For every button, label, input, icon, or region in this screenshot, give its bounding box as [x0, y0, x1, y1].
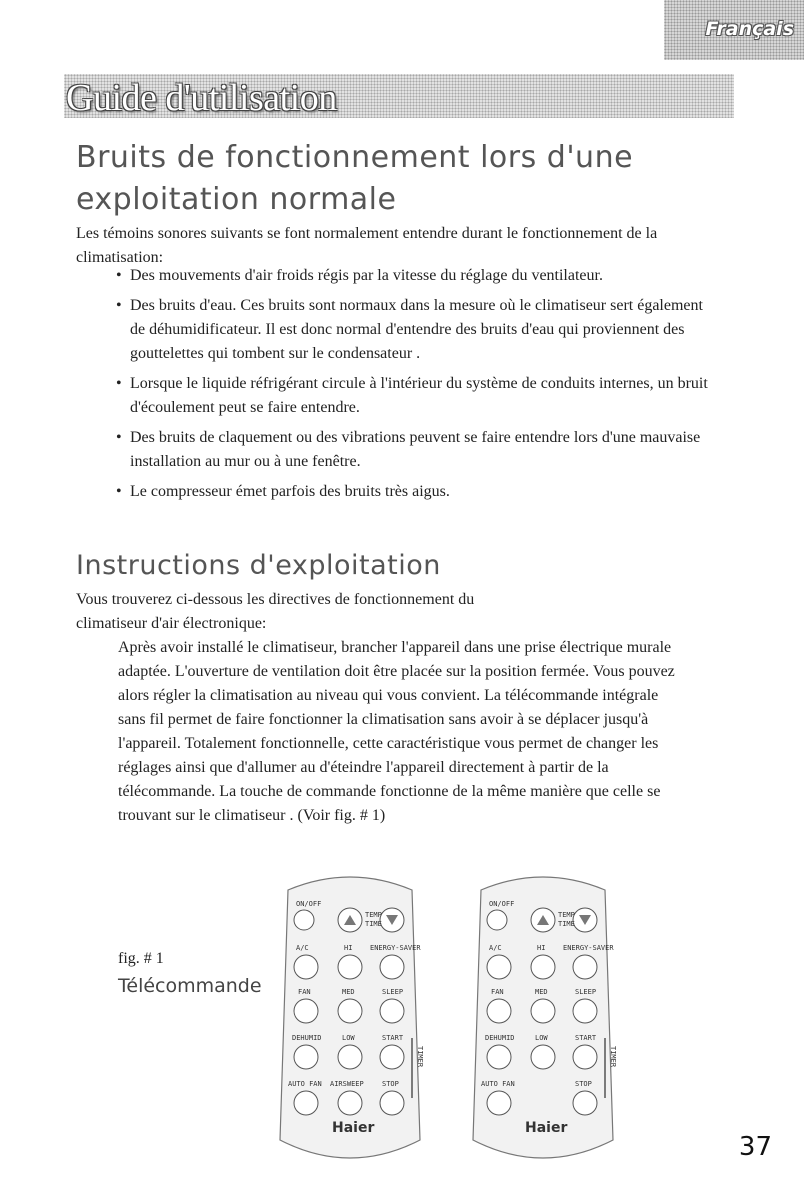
dehumid-button: [487, 1045, 511, 1069]
key-label-med: MED: [535, 988, 548, 996]
bullet-text: Lorsque le liquide réfrigérant circule à l'intérieur du système de conduits internes, un bruit d'écoulement peut se faire entendre.: [130, 375, 708, 416]
key-label-start: START: [575, 1034, 597, 1042]
bullet-item: • Le compresseur émet parfois des bruits très aigus.: [116, 483, 450, 500]
figure-label: fig. # 1: [118, 950, 164, 967]
key-label-fan: FAN: [491, 988, 504, 996]
auto-fan-button: [487, 1091, 511, 1115]
noise-bullet-list: [116, 264, 716, 510]
ac-button: [487, 955, 511, 979]
key-label-start: START: [382, 1034, 404, 1042]
bullet-text: Des mouvements d'air froids régis par la vitesse du réglage du ventilateur.: [130, 267, 603, 284]
bullet-text: Le compresseur émet parfois des bruits très aigus.: [130, 483, 450, 500]
med-button: [338, 999, 362, 1023]
key-label-auto-fan: AUTO FAN: [288, 1080, 322, 1088]
fan-button: [487, 999, 511, 1023]
ac-button: [294, 955, 318, 979]
energy-saver-button: [573, 955, 597, 979]
bullet-text: Des bruits d'eau. Ces bruits sont normaux dans la mesure où le climatiseur sert également de déhumidificateur. Il est donc normal d'entendre des bruits d'eau qui proviennent des gouttelettes qui tombent sur le condensateur .: [130, 297, 703, 362]
key-label-stop: STOP: [575, 1080, 592, 1088]
key-label-auto-fan: AUTO FAN: [481, 1080, 515, 1088]
airsweep-button: [338, 1091, 362, 1115]
low-button: [531, 1045, 555, 1069]
key-label-sleep: SLEEP: [382, 988, 404, 996]
hi-button: [531, 955, 555, 979]
language-badge: [664, 0, 804, 60]
guide-title: Guide d'utilisation: [66, 77, 337, 119]
remote-control-illustration: [270, 870, 430, 1170]
key-label-low: LOW: [342, 1034, 355, 1042]
brand-logo: Haier: [525, 1120, 568, 1136]
bullet-item: • Des bruits d'eau. Ces bruits sont normaux dans la mesure où le climatiseur sert également de déhumidificateur. Il est donc normal d'entendre des bruits d'eau qui proviennent des gouttelettes qui tombent sur le condensateur .: [116, 297, 703, 362]
auto-fan-button: [294, 1091, 318, 1115]
hi-button: [338, 955, 362, 979]
temp-label: TEMP: [365, 911, 382, 919]
section-instructions-intro: Vous trouverez ci-dessous les directives de fonctionnement du climatiseur d'air électronique:: [76, 591, 475, 632]
onoff-label: ON/OFF: [296, 900, 322, 908]
key-label-energy-saver: ENERGY-SAVER: [370, 944, 421, 952]
key-label-hi: HI: [344, 944, 353, 952]
figure-caption: Télécommande: [118, 975, 262, 997]
key-label-dehumid: DEHUMID: [485, 1034, 515, 1042]
start-button: [380, 1045, 404, 1069]
section-noises-title-line2: exploitation normale: [76, 182, 397, 217]
key-label-hi: HI: [537, 944, 546, 952]
bullet-item: • Des mouvements d'air froids régis par la vitesse du réglage du ventilateur.: [116, 267, 603, 284]
sleep-button: [380, 999, 404, 1023]
power-button: [294, 910, 314, 930]
key-label-dehumid: DEHUMID: [292, 1034, 322, 1042]
key-label-airsweep: AIRSWEEP: [330, 1080, 364, 1088]
temp-label: TEMP: [558, 911, 575, 919]
stop-button: [573, 1091, 597, 1115]
key-label-energy-saver: ENERGY-SAVER: [563, 944, 614, 952]
language-label: Français: [705, 18, 794, 40]
section-instructions-body: Après avoir installé le climatiseur, brancher l'appareil dans une prise électrique murale adaptée. L'ouverture de ventilation doit être placée sur la position fermée. Vous pouvez alors régler la climatisation au niveau qui vous convient. La télécommande intégrale sans fil permet de faire fonctionner la climatisation sans avoir à se déplacer jusqu'à l'appareil. Totalement fonctionnelle, cette caractéristique vous permet de changer les réglages ainsi que d'allumer au d'éteindre l'appareil directement à partir de la télécommande. La touche de commande fonctionne de la même manière que celle se trouvant sur le climatiseur . (Voir fig. # 1): [118, 639, 675, 824]
start-button: [573, 1045, 597, 1069]
section-noises-intro: Les témoins sonores suivants se font normalement entendre durant le fonctionnement de la climatisation:: [76, 225, 658, 266]
time-label: TIME: [365, 920, 382, 928]
key-label-sleep: SLEEP: [575, 988, 597, 996]
onoff-label: ON/OFF: [489, 900, 515, 908]
stop-button: [380, 1091, 404, 1115]
section-noises-title-line1: Bruits de fonctionnement lors d'une: [76, 140, 634, 175]
key-label-stop: STOP: [382, 1080, 399, 1088]
dehumid-button: [294, 1045, 318, 1069]
key-label-ac: A/C: [489, 944, 502, 952]
med-button: [531, 999, 555, 1023]
key-label-ac: A/C: [296, 944, 309, 952]
key-label-fan: FAN: [298, 988, 311, 996]
time-label: TIME: [558, 920, 575, 928]
brand-logo: Haier: [332, 1120, 375, 1136]
bullet-text: Des bruits de claquement ou des vibrations peuvent se faire entendre lors d'une mauvaise installation au mur ou à une fenêtre.: [130, 429, 701, 470]
bullet-item: • Lorsque le liquide réfrigérant circule à l'intérieur du système de conduits internes, un bruit d'écoulement peut se faire entendre.: [116, 375, 708, 416]
key-label-med: MED: [342, 988, 355, 996]
power-button: [487, 910, 507, 930]
section-instructions-title: Instructions d'exploitation: [76, 550, 441, 581]
fan-button: [294, 999, 318, 1023]
sleep-button: [573, 999, 597, 1023]
low-button: [338, 1045, 362, 1069]
timer-label: TIMER: [416, 1046, 424, 1068]
timer-label: TIMER: [609, 1046, 617, 1068]
page-number: 37: [738, 1132, 772, 1162]
remote-control-illustration: [463, 870, 623, 1170]
bullet-item: • Des bruits de claquement ou des vibrations peuvent se faire entendre lors d'une mauvaise installation au mur ou à une fenêtre.: [116, 429, 701, 470]
energy-saver-button: [380, 955, 404, 979]
key-label-low: LOW: [535, 1034, 548, 1042]
